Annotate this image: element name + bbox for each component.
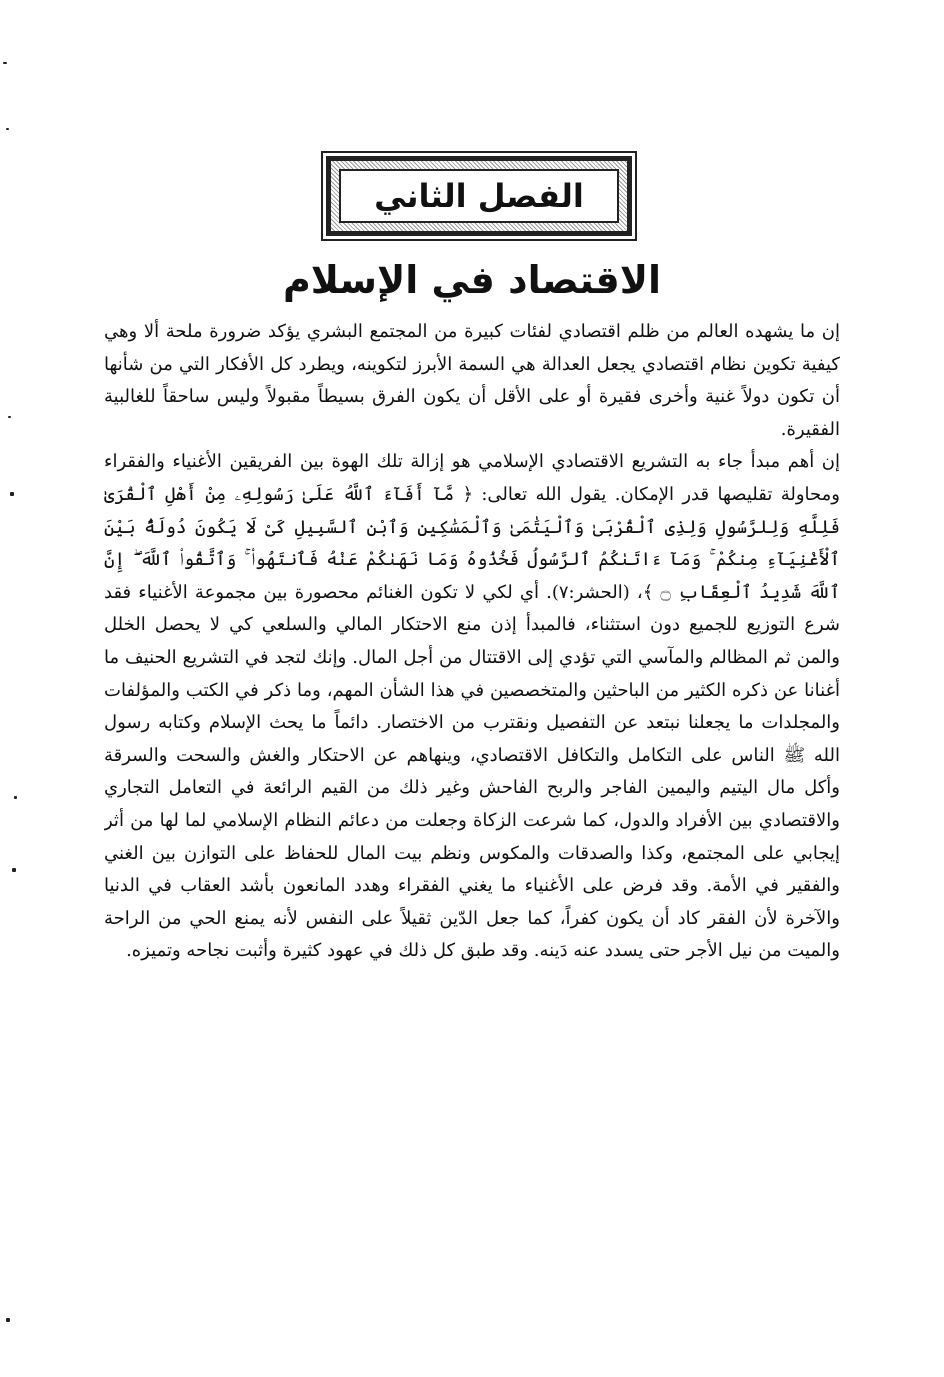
paragraph-1 bbox=[104, 316, 840, 446]
chapter-heading-frame bbox=[326, 156, 632, 236]
paragraph-2-intro: إن أهم مبدأ جاء به التشريع الاقتصادي الإسلامي هو إزالة تلك الهوة بين الفريقين الأغنياء والفقراء ومحاولة تقليصها قدر الإمكان. يقول الله تعالى: bbox=[104, 451, 840, 505]
scan-speck bbox=[14, 796, 17, 799]
chapter-label: الفصل الثاني bbox=[374, 177, 584, 215]
scan-speck bbox=[6, 1318, 10, 1322]
page-title: الاقتصاد في الإسلام bbox=[282, 258, 662, 302]
paragraph-1-text: إن ما يشهده العالم من ظلم اقتصادي لفئات كبيرة من المجتمع البشري يؤكد ضرورة ملحة ألا وهي كيفية تكوين نظام اقتصادي يجعل العدالة هي السمة الأبرز لتكوينه، ويطرد كل الأفكار التي من شأنها أن تكون دولاً غنية وأخرى فقيرة أو على الأقل أن يكون الفرق بسيطاً مقبولاً وليس ساحقاً للغالبية الفقيرة. bbox=[104, 321, 840, 440]
paragraph-2-continuation: ، (الحشر:٧). أي لكي لا تكون الغنائم محصورة بين مجموعة الأغنياء فقد شرع التوزيع للجميع دون استثناء، فالمبدأ إذن منع الاحتكار المالي والسلعي كي لا يحصل الخلل والمن ثم المظالم والمآسي التي تؤدي إلى الاقتتال من أجل المال. وإنك لتجد في التشريع الحنيف ما أغنانا عن ذكره الكثير من الباحثين والمتخصصين في هذا الشأن المهم، وما ذكر في الكتب والمؤلفات والمجلدات ما يجعلنا نبتعد عن التفصيل ونقترب من الاختصار. دائماً ما يحث الإسلام وكتابه رسول الله ﷺ الناس على التكامل والتكافل الاقتصادي، وينهاهم عن الاحتكار والغش والسحت والسرقة وأكل مال اليتيم واليمين الفاجر والربح الفاحش وغير ذلك من القيم الرائعة في التعامل التجاري والاقتصادي بين الأفراد والدول، كما شرعت الزكاة وجعلت من دعائم النظام الإسلامي لما لها من أثر إيجابي على المجتمع، وكذا والصدقات والمكوس ونظم بيت المال للحفاظ على التوازن بين الغني والفقير في الأمة. وقد فرض على الأغنياء ما يغني الفقراء وهدد المانعون بأشد العقاب في الدنيا والآخرة لأن الفقر كاد أن يكون كفراً، كما جعل الدّين ثقيلاً على النفس لأنه يمنع الحي من الراحة والميت من نيل الأجر حتى يسدد عنه دَينه. وقد طبق كل ذلك في عهود كثيرة وأثبت نجاحه وتميزه. bbox=[104, 581, 840, 962]
paragraph-2 bbox=[104, 446, 840, 968]
scan-speck bbox=[10, 492, 14, 496]
scan-speck bbox=[6, 128, 9, 130]
body-text bbox=[104, 316, 840, 1296]
scan-speck bbox=[8, 416, 11, 418]
quran-verse: ﴿ مَّآ أَفَآءَ ٱللَّهُ عَلَىٰ رَسُولِهِۦ مِنْ أَهْلِ ٱلْقُرَىٰ فَلِلَّهِ وَلِلرَّسُولِ وَلِذِى ٱلْقُرْبَىٰ وَٱلْيَتَٰمَىٰ وَٱلْمَسَٰكِينِ وَٱبْنِ ٱلسَّبِيلِ كَىْ لَا يَكُونَ دُولَةًۢ بَيْنَ ٱلْأَغْنِيَآءِ مِنكُمْ ۚ وَمَآ ءَاتَىٰكُمُ ٱلرَّسُولُ فَخُذُوهُ وَمَا نَهَىٰكُمْ عَنْهُ فَٱنتَهُوا۟ ۚ وَٱتَّقُوا۟ ٱللَّهَ ۖ إِنَّ ٱللَّهَ شَدِيدُ ٱلْعِقَابِ ۝ ﴾ bbox=[104, 483, 840, 603]
scan-speck bbox=[12, 868, 16, 872]
scan-speck bbox=[3, 62, 7, 64]
chapter-heading-inner bbox=[339, 169, 619, 223]
